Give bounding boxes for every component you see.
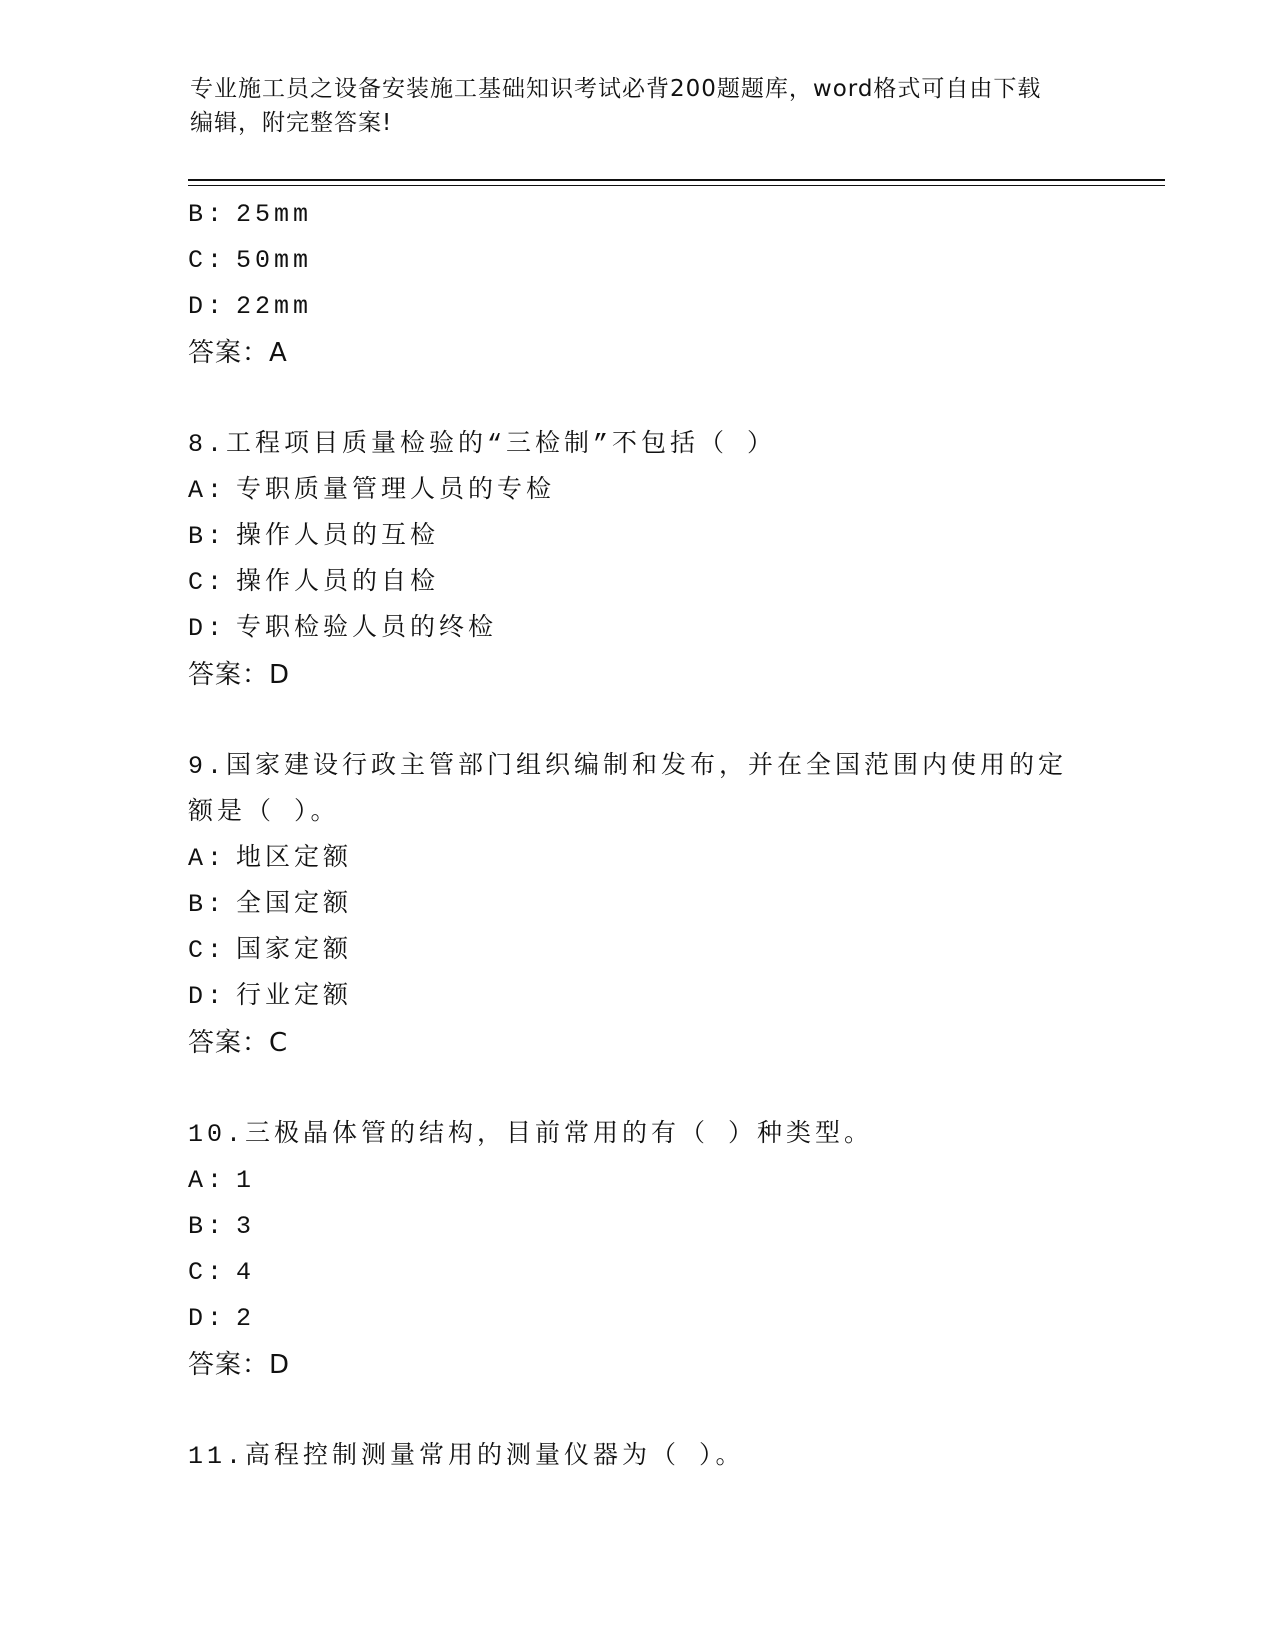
- header-line-1: 专业施工员之设备安装施工基础知识考试必背200题题库，word格式可自由下载: [190, 76, 1042, 102]
- question-stem-continued: 额是（ ）。: [188, 798, 340, 827]
- option-c: [188, 1250, 1088, 1296]
- option-label: D:: [188, 614, 227, 643]
- option-b: [188, 882, 1088, 928]
- answer: 答案：D: [188, 1350, 291, 1380]
- header-divider: [188, 179, 1165, 186]
- option-label: C:: [188, 1258, 227, 1287]
- option-label: B:: [188, 1212, 227, 1241]
- option-label: D:: [188, 292, 227, 321]
- option-label: D:: [188, 982, 227, 1011]
- document-header: [190, 72, 1090, 140]
- option-text: 25mm: [236, 200, 313, 229]
- option-text: 2: [236, 1304, 256, 1333]
- option-b: [188, 1204, 1088, 1250]
- option-text: 操作人员的自检: [236, 568, 440, 597]
- option-label: C:: [188, 568, 227, 597]
- option-d: [188, 1296, 1088, 1342]
- question-block-11: [188, 1434, 1088, 1480]
- option-label: C:: [188, 246, 227, 275]
- option-text: 1: [236, 1166, 256, 1195]
- option-d: [188, 974, 1088, 1020]
- option-label: A:: [188, 476, 227, 505]
- option-text: 操作人员的互检: [236, 522, 440, 551]
- option-text: 国家定额: [236, 936, 353, 965]
- option-b: [188, 192, 1088, 238]
- option-label: B:: [188, 522, 227, 551]
- option-text: 行业定额: [236, 982, 353, 1011]
- question-stem: 9.国家建设行政主管部门组织编制和发布，并在全国范围内使用的定: [188, 752, 1068, 781]
- option-label: D:: [188, 1304, 227, 1333]
- option-label: C:: [188, 936, 227, 965]
- option-label: A:: [188, 844, 227, 873]
- answer: 答案：C: [188, 1028, 289, 1058]
- option-label: A:: [188, 1166, 227, 1195]
- answer: 答案：D: [188, 660, 291, 690]
- answer: 答案：A: [188, 338, 288, 368]
- question-list: [188, 192, 1088, 1480]
- option-c: [188, 928, 1088, 974]
- option-a: [188, 1158, 1088, 1204]
- option-text: 全国定额: [236, 890, 353, 919]
- option-d: [188, 606, 1088, 652]
- question-stem: 10.三极晶体管的结构，目前常用的有（ ）种类型。: [188, 1120, 874, 1149]
- option-text: 3: [236, 1212, 256, 1241]
- header-line-2: 编辑，附完整答案!: [190, 110, 393, 136]
- question-block-9: [188, 744, 1088, 1066]
- question-block-partial: [188, 192, 1088, 376]
- question-stem: 8.工程项目质量检验的“三检制”不包括（ ）: [188, 430, 777, 459]
- question-stem: 11.高程控制测量常用的测量仪器为（ ）。: [188, 1442, 745, 1471]
- option-a: [188, 836, 1088, 882]
- question-block-8: [188, 422, 1088, 698]
- question-block-10: [188, 1112, 1088, 1388]
- option-text: 4: [236, 1258, 256, 1287]
- option-text: 专职检验人员的终检: [236, 614, 498, 643]
- option-text: 50mm: [236, 246, 313, 275]
- option-text: 22mm: [236, 292, 313, 321]
- option-text: 地区定额: [236, 844, 353, 873]
- option-text: 专职质量管理人员的专检: [236, 476, 556, 505]
- option-label: B:: [188, 200, 227, 229]
- option-a: [188, 468, 1088, 514]
- option-c: [188, 238, 1088, 284]
- option-c: [188, 560, 1088, 606]
- option-b: [188, 514, 1088, 560]
- option-d: [188, 284, 1088, 330]
- option-label: B:: [188, 890, 227, 919]
